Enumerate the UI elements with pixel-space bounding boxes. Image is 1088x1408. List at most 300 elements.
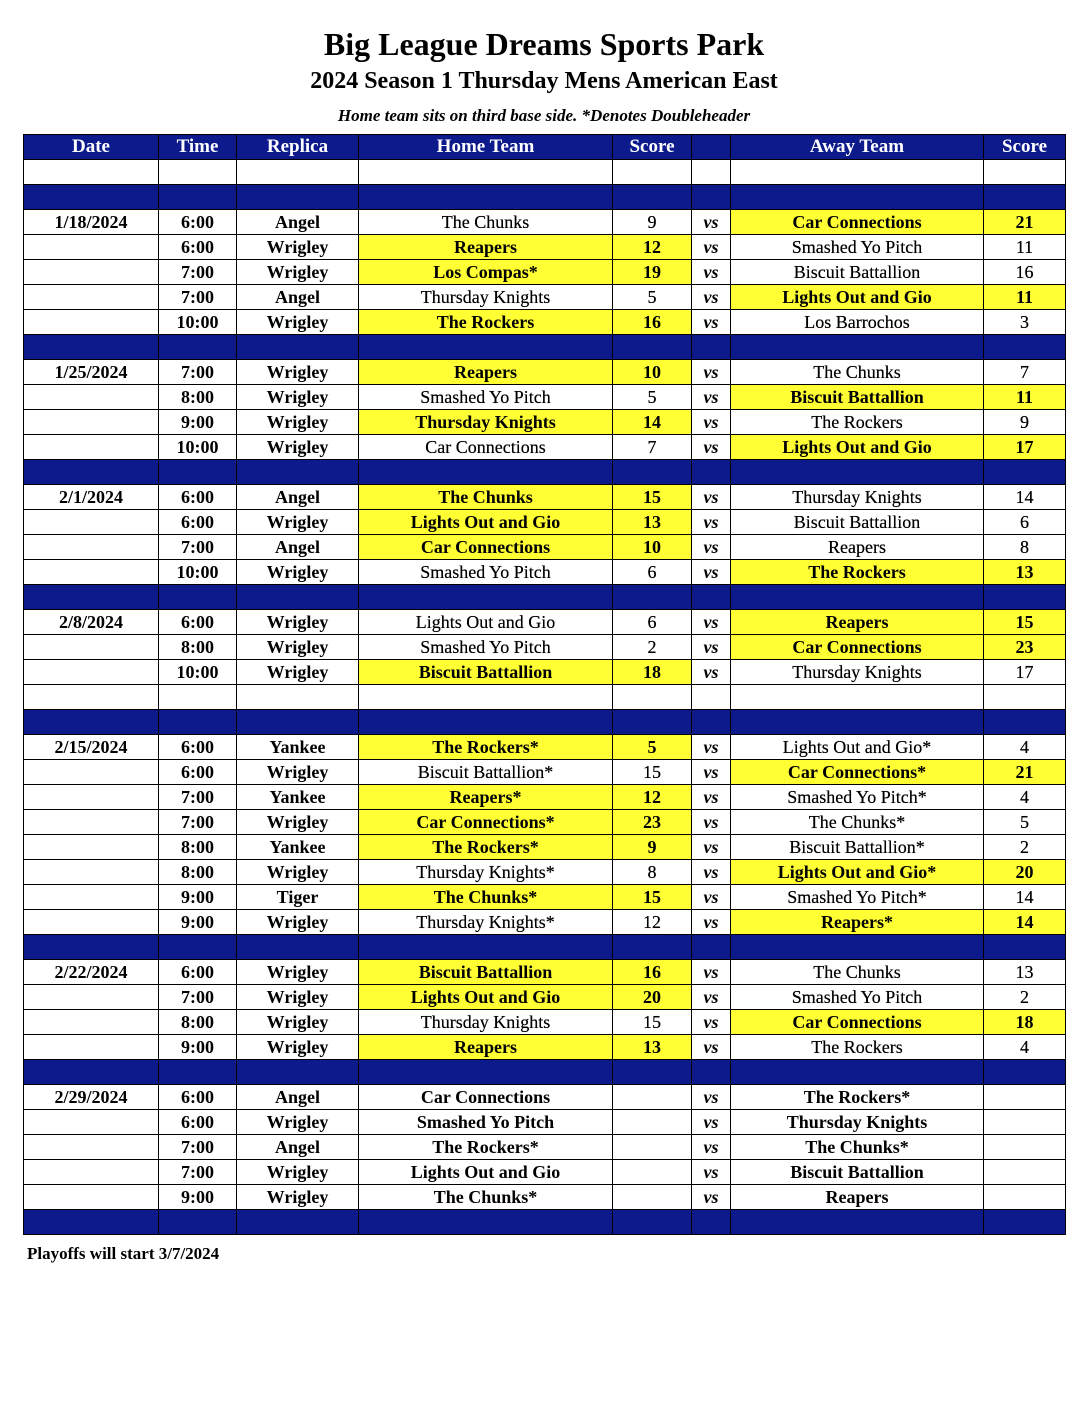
game-row bbox=[24, 485, 1066, 510]
separator-cell bbox=[984, 935, 1066, 960]
home-score-cell: 15 bbox=[613, 885, 692, 910]
blank-cell bbox=[237, 160, 359, 185]
game-row bbox=[24, 560, 1066, 585]
vs-cell: vs bbox=[692, 1185, 731, 1210]
blank-cell bbox=[359, 685, 613, 710]
away-score-cell: 7 bbox=[984, 360, 1066, 385]
away-team-cell: Lights Out and Gio bbox=[731, 285, 984, 310]
separator-cell bbox=[159, 335, 237, 360]
date-cell bbox=[24, 635, 159, 660]
week-separator-row bbox=[24, 1210, 1066, 1235]
week-separator-row bbox=[24, 335, 1066, 360]
game-row bbox=[24, 260, 1066, 285]
time-cell: 7:00 bbox=[159, 360, 237, 385]
replica-cell: Wrigley bbox=[237, 860, 359, 885]
time-cell: 9:00 bbox=[159, 410, 237, 435]
replica-cell: Wrigley bbox=[237, 910, 359, 935]
vs-cell: vs bbox=[692, 1135, 731, 1160]
home-score-cell bbox=[613, 1160, 692, 1185]
separator-cell bbox=[692, 185, 731, 210]
home-score-cell: 9 bbox=[613, 835, 692, 860]
date-cell bbox=[24, 510, 159, 535]
time-cell: 9:00 bbox=[159, 910, 237, 935]
away-score-cell: 13 bbox=[984, 960, 1066, 985]
week-separator-row bbox=[24, 585, 1066, 610]
replica-cell: Wrigley bbox=[237, 435, 359, 460]
vs-cell: vs bbox=[692, 610, 731, 635]
home-score-cell bbox=[613, 1085, 692, 1110]
separator-cell bbox=[613, 935, 692, 960]
home-score-cell: 15 bbox=[613, 760, 692, 785]
separator-cell bbox=[159, 585, 237, 610]
blank-cell bbox=[24, 685, 159, 710]
home-score-cell: 5 bbox=[613, 385, 692, 410]
vs-cell: vs bbox=[692, 285, 731, 310]
home-team-cell: The Rockers* bbox=[359, 1135, 613, 1160]
game-row bbox=[24, 860, 1066, 885]
game-row bbox=[24, 985, 1066, 1010]
date-cell bbox=[24, 560, 159, 585]
away-score-cell: 21 bbox=[984, 760, 1066, 785]
away-score-cell: 4 bbox=[984, 785, 1066, 810]
separator-cell bbox=[159, 1060, 237, 1085]
replica-cell: Wrigley bbox=[237, 310, 359, 335]
replica-cell: Yankee bbox=[237, 785, 359, 810]
time-cell: 7:00 bbox=[159, 810, 237, 835]
replica-cell: Wrigley bbox=[237, 810, 359, 835]
away-score-cell: 15 bbox=[984, 610, 1066, 635]
game-row bbox=[24, 760, 1066, 785]
game-row bbox=[24, 210, 1066, 235]
away-team-cell: Smashed Yo Pitch* bbox=[731, 785, 984, 810]
vs-cell: vs bbox=[692, 810, 731, 835]
separator-cell bbox=[359, 710, 613, 735]
away-score-cell: 11 bbox=[984, 285, 1066, 310]
home-score-cell: 14 bbox=[613, 410, 692, 435]
home-team-cell: Reapers bbox=[359, 360, 613, 385]
separator-cell bbox=[237, 585, 359, 610]
date-cell bbox=[24, 385, 159, 410]
separator-cell bbox=[24, 335, 159, 360]
date-cell bbox=[24, 985, 159, 1010]
away-score-cell: 11 bbox=[984, 235, 1066, 260]
week-separator-row bbox=[24, 710, 1066, 735]
home-team-cell: The Rockers* bbox=[359, 735, 613, 760]
away-team-cell: The Chunks bbox=[731, 360, 984, 385]
separator-cell bbox=[692, 710, 731, 735]
home-score-cell: 7 bbox=[613, 435, 692, 460]
away-score-cell: 18 bbox=[984, 1010, 1066, 1035]
game-row bbox=[24, 1110, 1066, 1135]
away-team-cell: Car Connections* bbox=[731, 760, 984, 785]
away-team-cell: Thursday Knights bbox=[731, 1110, 984, 1135]
home-team-cell: The Chunks bbox=[359, 210, 613, 235]
game-row bbox=[24, 610, 1066, 635]
home-score-cell: 10 bbox=[613, 535, 692, 560]
game-row bbox=[24, 1085, 1066, 1110]
blank-cell bbox=[731, 685, 984, 710]
vs-cell: vs bbox=[692, 310, 731, 335]
away-team-cell: The Rockers bbox=[731, 410, 984, 435]
home-score-cell: 5 bbox=[613, 285, 692, 310]
away-score-cell: 5 bbox=[984, 810, 1066, 835]
home-score-cell bbox=[613, 1185, 692, 1210]
time-cell: 8:00 bbox=[159, 385, 237, 410]
separator-cell bbox=[692, 935, 731, 960]
vs-cell: vs bbox=[692, 635, 731, 660]
blank-cell bbox=[159, 685, 237, 710]
header-row bbox=[24, 135, 1066, 160]
away-score-cell: 14 bbox=[984, 885, 1066, 910]
home-team-cell: Car Connections bbox=[359, 1085, 613, 1110]
replica-cell: Wrigley bbox=[237, 235, 359, 260]
vs-cell: vs bbox=[692, 960, 731, 985]
time-cell: 6:00 bbox=[159, 1085, 237, 1110]
home-team-cell: Car Connections bbox=[359, 435, 613, 460]
blank-cell bbox=[613, 160, 692, 185]
date-cell bbox=[24, 1160, 159, 1185]
away-team-cell: Lights Out and Gio* bbox=[731, 860, 984, 885]
time-cell: 6:00 bbox=[159, 960, 237, 985]
home-team-cell: Thursday Knights* bbox=[359, 860, 613, 885]
time-cell: 7:00 bbox=[159, 1135, 237, 1160]
home-score-cell: 16 bbox=[613, 960, 692, 985]
away-score-cell: 4 bbox=[984, 735, 1066, 760]
separator-cell bbox=[613, 1060, 692, 1085]
separator-cell bbox=[24, 935, 159, 960]
away-team-cell: Lights Out and Gio* bbox=[731, 735, 984, 760]
date-cell bbox=[24, 910, 159, 935]
away-score-cell: 11 bbox=[984, 385, 1066, 410]
away-team-cell: Smashed Yo Pitch* bbox=[731, 885, 984, 910]
separator-cell bbox=[237, 185, 359, 210]
separator-cell bbox=[731, 335, 984, 360]
blank-row bbox=[24, 160, 1066, 185]
away-score-cell: 8 bbox=[984, 535, 1066, 560]
away-score-cell: 16 bbox=[984, 260, 1066, 285]
doubleheader-note: Home team sits on third base side. *Denotes Doubleheader bbox=[337, 106, 751, 125]
away-team-cell: Los Barrochos bbox=[731, 310, 984, 335]
away-team-cell: The Rockers bbox=[731, 560, 984, 585]
vs-cell: vs bbox=[692, 485, 731, 510]
date-cell bbox=[24, 785, 159, 810]
home-team-cell: Los Compas* bbox=[359, 260, 613, 285]
separator-cell bbox=[359, 185, 613, 210]
game-row bbox=[24, 960, 1066, 985]
vs-cell: vs bbox=[692, 885, 731, 910]
away-team-cell: Car Connections bbox=[731, 1010, 984, 1035]
playoffs-note: Playoffs will start 3/7/2024 bbox=[27, 1244, 220, 1263]
week-separator-row bbox=[24, 185, 1066, 210]
home-score-cell bbox=[613, 1110, 692, 1135]
replica-cell: Wrigley bbox=[237, 960, 359, 985]
vs-cell: vs bbox=[692, 260, 731, 285]
game-row bbox=[24, 410, 1066, 435]
week-separator-row bbox=[24, 460, 1066, 485]
time-cell: 8:00 bbox=[159, 835, 237, 860]
home-team-cell: Thursday Knights bbox=[359, 1010, 613, 1035]
col-date-header: Date bbox=[24, 135, 159, 160]
replica-cell: Angel bbox=[237, 210, 359, 235]
home-score-cell: 12 bbox=[613, 235, 692, 260]
time-cell: 7:00 bbox=[159, 285, 237, 310]
date-cell bbox=[24, 285, 159, 310]
date-cell bbox=[24, 435, 159, 460]
home-team-cell: Reapers* bbox=[359, 785, 613, 810]
away-team-cell: Car Connections bbox=[731, 635, 984, 660]
away-team-cell: Car Connections bbox=[731, 210, 984, 235]
home-score-cell: 19 bbox=[613, 260, 692, 285]
date-cell: 2/29/2024 bbox=[24, 1085, 159, 1110]
vs-cell: vs bbox=[692, 535, 731, 560]
col-away-team-header: Away Team bbox=[731, 135, 984, 160]
date-cell bbox=[24, 260, 159, 285]
date-cell bbox=[24, 810, 159, 835]
separator-cell bbox=[237, 1060, 359, 1085]
separator-cell bbox=[692, 460, 731, 485]
time-cell: 9:00 bbox=[159, 1035, 237, 1060]
replica-cell: Wrigley bbox=[237, 560, 359, 585]
home-score-cell: 16 bbox=[613, 310, 692, 335]
home-score-cell: 5 bbox=[613, 735, 692, 760]
home-score-cell: 13 bbox=[613, 1035, 692, 1060]
home-score-cell: 12 bbox=[613, 910, 692, 935]
away-team-cell: The Chunks* bbox=[731, 810, 984, 835]
away-score-cell bbox=[984, 1185, 1066, 1210]
replica-cell: Wrigley bbox=[237, 760, 359, 785]
separator-cell bbox=[613, 585, 692, 610]
separator-cell bbox=[692, 335, 731, 360]
vs-cell: vs bbox=[692, 760, 731, 785]
season-subtitle: 2024 Season 1 Thursday Mens American East bbox=[310, 68, 778, 94]
date-cell: 2/8/2024 bbox=[24, 610, 159, 635]
replica-cell: Wrigley bbox=[237, 1185, 359, 1210]
time-cell: 7:00 bbox=[159, 260, 237, 285]
home-team-cell: Biscuit Battallion* bbox=[359, 760, 613, 785]
game-row bbox=[24, 535, 1066, 560]
time-cell: 9:00 bbox=[159, 1185, 237, 1210]
game-row bbox=[24, 910, 1066, 935]
separator-cell bbox=[731, 1210, 984, 1235]
game-row bbox=[24, 785, 1066, 810]
home-team-cell: Thursday Knights bbox=[359, 285, 613, 310]
away-score-cell: 14 bbox=[984, 910, 1066, 935]
date-cell bbox=[24, 660, 159, 685]
separator-cell bbox=[613, 460, 692, 485]
blank-cell bbox=[24, 160, 159, 185]
away-team-cell: Reapers bbox=[731, 1185, 984, 1210]
time-cell: 7:00 bbox=[159, 1160, 237, 1185]
time-cell: 6:00 bbox=[159, 235, 237, 260]
home-team-cell: Smashed Yo Pitch bbox=[359, 1110, 613, 1135]
game-row bbox=[24, 1035, 1066, 1060]
date-cell bbox=[24, 760, 159, 785]
replica-cell: Wrigley bbox=[237, 1010, 359, 1035]
away-team-cell: Reapers bbox=[731, 535, 984, 560]
home-team-cell: The Rockers* bbox=[359, 835, 613, 860]
schedule-body bbox=[24, 160, 1066, 1235]
time-cell: 6:00 bbox=[159, 210, 237, 235]
separator-cell bbox=[692, 1060, 731, 1085]
away-score-cell: 23 bbox=[984, 635, 1066, 660]
date-cell bbox=[24, 535, 159, 560]
home-team-cell: Car Connections bbox=[359, 535, 613, 560]
col-replica-header: Replica bbox=[237, 135, 359, 160]
away-team-cell: Smashed Yo Pitch bbox=[731, 235, 984, 260]
vs-cell: vs bbox=[692, 1085, 731, 1110]
date-cell bbox=[24, 1035, 159, 1060]
date-cell: 2/15/2024 bbox=[24, 735, 159, 760]
date-cell bbox=[24, 860, 159, 885]
separator-cell bbox=[984, 1060, 1066, 1085]
home-score-cell: 13 bbox=[613, 510, 692, 535]
separator-cell bbox=[159, 710, 237, 735]
home-team-cell: The Chunks* bbox=[359, 885, 613, 910]
time-cell: 7:00 bbox=[159, 535, 237, 560]
away-team-cell: Biscuit Battallion* bbox=[731, 835, 984, 860]
time-cell: 10:00 bbox=[159, 435, 237, 460]
game-row bbox=[24, 885, 1066, 910]
time-cell: 7:00 bbox=[159, 985, 237, 1010]
away-team-cell: Thursday Knights bbox=[731, 660, 984, 685]
separator-cell bbox=[359, 585, 613, 610]
time-cell: 6:00 bbox=[159, 610, 237, 635]
time-cell: 10:00 bbox=[159, 560, 237, 585]
replica-cell: Wrigley bbox=[237, 985, 359, 1010]
blank-cell bbox=[359, 160, 613, 185]
time-cell: 8:00 bbox=[159, 635, 237, 660]
col-away-score-header: Score bbox=[984, 135, 1066, 160]
replica-cell: Wrigley bbox=[237, 385, 359, 410]
separator-cell bbox=[731, 460, 984, 485]
game-row bbox=[24, 1010, 1066, 1035]
vs-cell: vs bbox=[692, 1035, 731, 1060]
home-score-cell: 9 bbox=[613, 210, 692, 235]
separator-cell bbox=[731, 585, 984, 610]
col-home-score-header: Score bbox=[613, 135, 692, 160]
home-team-cell: Lights Out and Gio bbox=[359, 510, 613, 535]
date-cell: 1/25/2024 bbox=[24, 360, 159, 385]
blank-row bbox=[24, 685, 1066, 710]
replica-cell: Angel bbox=[237, 285, 359, 310]
separator-cell bbox=[237, 460, 359, 485]
vs-cell: vs bbox=[692, 660, 731, 685]
away-score-cell: 17 bbox=[984, 660, 1066, 685]
separator-cell bbox=[731, 1060, 984, 1085]
vs-cell: vs bbox=[692, 1010, 731, 1035]
away-score-cell: 3 bbox=[984, 310, 1066, 335]
separator-cell bbox=[984, 710, 1066, 735]
replica-cell: Tiger bbox=[237, 885, 359, 910]
vs-cell: vs bbox=[692, 410, 731, 435]
replica-cell: Angel bbox=[237, 535, 359, 560]
game-row bbox=[24, 1135, 1066, 1160]
game-row bbox=[24, 235, 1066, 260]
blank-cell bbox=[159, 160, 237, 185]
home-team-cell: Biscuit Battallion bbox=[359, 660, 613, 685]
blank-cell bbox=[731, 160, 984, 185]
date-cell bbox=[24, 235, 159, 260]
separator-cell bbox=[159, 935, 237, 960]
away-score-cell bbox=[984, 1160, 1066, 1185]
home-score-cell: 18 bbox=[613, 660, 692, 685]
replica-cell: Angel bbox=[237, 1135, 359, 1160]
replica-cell: Wrigley bbox=[237, 410, 359, 435]
separator-cell bbox=[731, 185, 984, 210]
home-team-cell: Smashed Yo Pitch bbox=[359, 635, 613, 660]
date-cell bbox=[24, 410, 159, 435]
replica-cell: Wrigley bbox=[237, 510, 359, 535]
home-team-cell: Reapers bbox=[359, 1035, 613, 1060]
home-score-cell: 23 bbox=[613, 810, 692, 835]
away-score-cell bbox=[984, 1110, 1066, 1135]
vs-cell: vs bbox=[692, 860, 731, 885]
schedule-table bbox=[23, 134, 1066, 1235]
separator-cell bbox=[359, 1060, 613, 1085]
away-team-cell: Biscuit Battallion bbox=[731, 510, 984, 535]
week-separator-row bbox=[24, 935, 1066, 960]
home-team-cell: Smashed Yo Pitch bbox=[359, 385, 613, 410]
separator-cell bbox=[24, 1210, 159, 1235]
separator-cell bbox=[613, 1210, 692, 1235]
separator-cell bbox=[692, 1210, 731, 1235]
date-cell bbox=[24, 885, 159, 910]
vs-cell: vs bbox=[692, 1110, 731, 1135]
game-row bbox=[24, 810, 1066, 835]
col-home-team-header: Home Team bbox=[359, 135, 613, 160]
separator-cell bbox=[984, 335, 1066, 360]
home-team-cell: Smashed Yo Pitch bbox=[359, 560, 613, 585]
away-score-cell: 2 bbox=[984, 835, 1066, 860]
home-score-cell: 15 bbox=[613, 485, 692, 510]
home-team-cell: Thursday Knights* bbox=[359, 910, 613, 935]
game-row bbox=[24, 1160, 1066, 1185]
separator-cell bbox=[237, 335, 359, 360]
time-cell: 9:00 bbox=[159, 885, 237, 910]
time-cell: 6:00 bbox=[159, 735, 237, 760]
vs-cell: vs bbox=[692, 735, 731, 760]
away-score-cell: 13 bbox=[984, 560, 1066, 585]
replica-cell: Wrigley bbox=[237, 1160, 359, 1185]
blank-cell bbox=[984, 685, 1066, 710]
separator-cell bbox=[731, 935, 984, 960]
home-score-cell: 10 bbox=[613, 360, 692, 385]
home-team-cell: Car Connections* bbox=[359, 810, 613, 835]
separator-cell bbox=[24, 460, 159, 485]
replica-cell: Wrigley bbox=[237, 260, 359, 285]
home-score-cell: 6 bbox=[613, 560, 692, 585]
date-cell bbox=[24, 1110, 159, 1135]
game-row bbox=[24, 310, 1066, 335]
vs-cell: vs bbox=[692, 510, 731, 535]
game-row bbox=[24, 510, 1066, 535]
page-title: Big League Dreams Sports Park bbox=[323, 26, 765, 62]
week-separator-row bbox=[24, 1060, 1066, 1085]
separator-cell bbox=[359, 460, 613, 485]
separator-cell bbox=[159, 185, 237, 210]
away-team-cell: Biscuit Battallion bbox=[731, 1160, 984, 1185]
col-time-header: Time bbox=[159, 135, 237, 160]
home-team-cell: The Rockers bbox=[359, 310, 613, 335]
date-cell bbox=[24, 1185, 159, 1210]
blank-cell bbox=[237, 685, 359, 710]
home-team-cell: Reapers bbox=[359, 235, 613, 260]
game-row bbox=[24, 835, 1066, 860]
vs-cell: vs bbox=[692, 560, 731, 585]
separator-cell bbox=[237, 1210, 359, 1235]
separator-cell bbox=[24, 185, 159, 210]
replica-cell: Wrigley bbox=[237, 1110, 359, 1135]
